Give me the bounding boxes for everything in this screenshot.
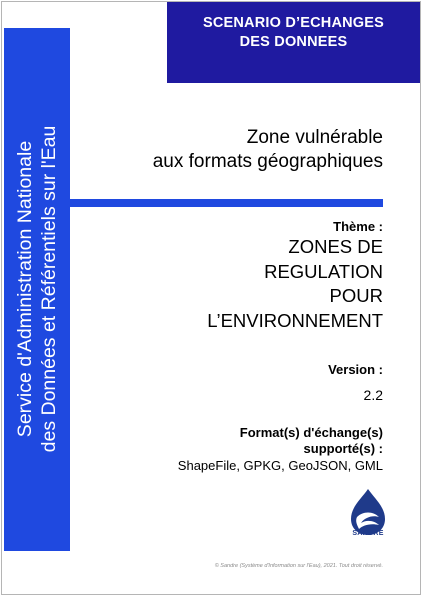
theme-value — [207, 235, 383, 333]
organization-name-line-1: Service d'Administration Nationale — [14, 140, 36, 438]
organization-name — [13, 126, 61, 453]
banner-line-1: SCENARIO D’ECHANGES — [202, 14, 385, 31]
theme-line: POUR — [329, 285, 383, 306]
document-type-banner — [167, 2, 420, 83]
theme-line: REGULATION — [264, 260, 383, 282]
logo-text: SANDRE — [352, 530, 384, 537]
formats-label-line-2: supporté(s) : — [303, 441, 383, 456]
version-label: Version : — [328, 362, 383, 377]
theme-label: Thème : — [333, 219, 383, 234]
formats-label-line-1: Format(s) d'échange(s) — [239, 425, 383, 440]
copyright-notice: © Sandre (Système d'Information sur l'Eau), 2021. Tout droit réservé. — [214, 563, 383, 569]
banner-line-2: DES DONNEES — [239, 33, 348, 50]
theme-line: L’ENVIRONNEMENT — [207, 309, 383, 331]
formats-value: ShapeFile, GPKG, GeoJSON, GML — [177, 458, 383, 473]
document-title — [153, 126, 383, 174]
organization-name-line-2: des Données et Référentiels sur l'Eau — [38, 125, 60, 453]
version-value: 2.2 — [363, 387, 383, 403]
title-line-2: aux formats géographiques — [152, 151, 383, 172]
theme-line: ZONES DE — [288, 236, 383, 257]
title-divider — [70, 199, 383, 207]
formats-label — [240, 425, 383, 457]
title-line-1: Zone vulnérable — [246, 127, 383, 148]
